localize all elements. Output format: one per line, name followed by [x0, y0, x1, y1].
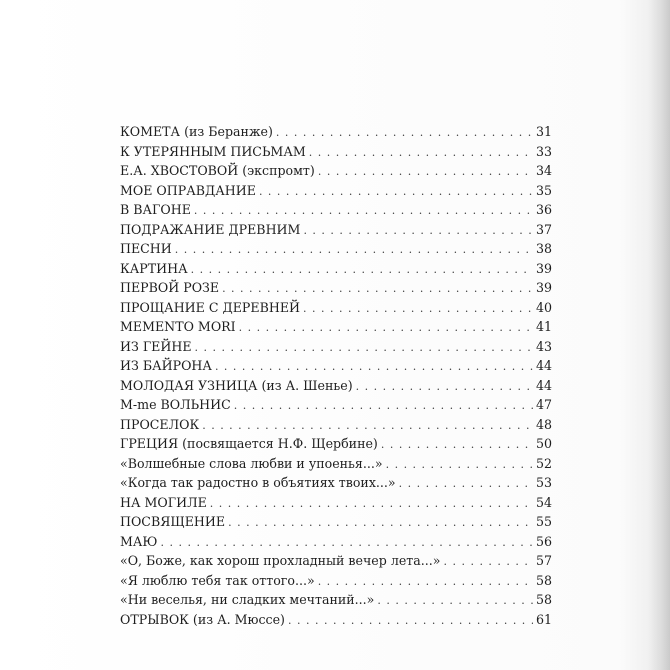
toc-entry-page-number: 39: [536, 260, 553, 276]
toc-entry: [120, 493, 552, 513]
toc-leader-dots: [202, 416, 533, 436]
toc-entry-title: В ВАГОНЕ: [120, 202, 191, 217]
toc-entry: [120, 220, 552, 240]
toc-leader-dots: [195, 338, 533, 358]
toc-entry: [120, 239, 552, 259]
table-of-contents: [120, 122, 552, 629]
toc-entry-title: ПЕРВОЙ РОЗЕ: [120, 280, 220, 295]
toc-entry-page-number: 35: [536, 182, 553, 198]
toc-entry-page-number: 33: [536, 143, 553, 159]
toc-leader-dots: [356, 377, 533, 397]
toc-entry-title: МОЕ ОПРАВДАНИЕ: [120, 182, 256, 198]
toc-entry-page-number: 55: [536, 514, 553, 529]
toc-leader-dots: [303, 299, 533, 319]
toc-entry: [120, 298, 552, 318]
toc-leader-dots: [234, 396, 533, 416]
toc-leader-dots: [381, 435, 533, 455]
toc-entry: [120, 395, 552, 415]
toc-leader-dots: [215, 357, 533, 377]
toc-entry-title: ПРОСЕЛОК: [120, 416, 200, 432]
toc-entry-page-number: 61: [536, 611, 553, 627]
toc-entry-page-number: 41: [536, 319, 553, 334]
toc-entry-title: ОТРЫВОК (из А. Мюссе): [120, 611, 285, 627]
toc-leader-dots: [309, 143, 533, 163]
toc-entry: [120, 532, 552, 552]
toc-leader-dots: [377, 591, 533, 611]
toc-entry-page-number: 53: [536, 475, 553, 490]
toc-entry: [120, 181, 552, 201]
toc-leader-dots: [276, 123, 533, 143]
toc-leader-dots: [318, 572, 533, 592]
toc-leader-dots: [259, 182, 533, 202]
toc-entry: [120, 200, 552, 220]
toc-entry: [120, 610, 552, 630]
toc-entry: [120, 473, 552, 493]
toc-entry-title: КОМЕТА (из Беранже): [120, 124, 273, 139]
toc-leader-dots: [303, 221, 533, 241]
toc-entry-title: ИЗ БАЙРОНА: [120, 358, 212, 373]
toc-entry-title: КАРТИНА: [120, 260, 188, 276]
toc-entry-page-number: 56: [536, 533, 553, 549]
toc-entry: [120, 122, 552, 142]
toc-entry-page-number: 31: [536, 124, 553, 139]
toc-leader-dots: [228, 513, 533, 533]
toc-entry-title: MEMENTO MORI: [120, 319, 236, 334]
toc-entry: [120, 161, 552, 181]
toc-leader-dots: [194, 201, 533, 221]
toc-leader-dots: [443, 552, 533, 572]
toc-entry-title: НА МОГИЛЕ: [120, 494, 207, 510]
toc-entry: [120, 571, 552, 591]
toc-entry: [120, 376, 552, 396]
toc-entry-page-number: 47: [536, 397, 553, 412]
toc-entry: [120, 337, 552, 357]
toc-entry-page-number: 57: [536, 553, 553, 568]
toc-entry-title: M-me ВОЛЬНИС: [120, 397, 231, 412]
toc-entry: [120, 356, 552, 376]
toc-entry-page-number: 44: [536, 358, 553, 373]
toc-leader-dots: [318, 162, 533, 182]
toc-entry-page-number: 37: [536, 221, 553, 237]
toc-entry: [120, 259, 552, 279]
toc-entry-title: МОЛОДАЯ УЗНИЦА (из А. Шенье): [120, 377, 353, 393]
toc-entry: [120, 434, 552, 454]
toc-entry-title: «Когда так радостно в объятиях твоих...»: [120, 475, 396, 490]
toc-leader-dots: [399, 474, 533, 494]
toc-entry: [120, 590, 552, 610]
toc-entry-page-number: 40: [536, 299, 553, 315]
toc-entry: [120, 512, 552, 532]
toc-entry-page-number: 43: [536, 338, 553, 354]
toc-entry: [120, 551, 552, 571]
toc-entry-title: «Ни веселья, ни сладких мечтаний...»: [120, 592, 375, 607]
toc-entry-page-number: 39: [536, 280, 553, 295]
toc-leader-dots: [191, 260, 533, 280]
toc-entry-page-number: 48: [536, 416, 553, 432]
toc-entry-page-number: 38: [536, 241, 553, 256]
toc-leader-dots: [222, 279, 533, 299]
toc-entry-title: ПОСВЯЩЕНИЕ: [120, 514, 226, 529]
toc-leader-dots: [210, 494, 533, 514]
toc-leader-dots: [160, 533, 533, 553]
toc-entry-title: ГРЕЦИЯ (посвящается Н.Ф. Щербине): [120, 436, 378, 451]
toc-entry-page-number: 52: [536, 455, 553, 471]
toc-entry-title: ИЗ ГЕЙНЕ: [120, 338, 192, 354]
toc-leader-dots: [386, 455, 533, 475]
toc-entry-title: «Я люблю тебя так оттого...»: [120, 572, 315, 588]
toc-entry-page-number: 44: [536, 377, 553, 393]
toc-entry-title: «О, Боже, как хорош прохладный вечер лета...»: [120, 553, 441, 568]
toc-entry-page-number: 36: [536, 202, 553, 217]
toc-leader-dots: [175, 240, 533, 260]
toc-entry: [120, 278, 552, 298]
toc-entry-page-number: 34: [536, 163, 553, 178]
toc-entry-page-number: 54: [536, 494, 553, 510]
toc-leader-dots: [239, 318, 533, 338]
toc-entry-title: ПРОЩАНИЕ С ДЕРЕВНЕЙ: [120, 299, 301, 315]
toc-entry-title: «Волшебные слова любви и упоенья...»: [120, 455, 383, 471]
toc-entry-title: К УТЕРЯННЫМ ПИСЬМАМ: [120, 143, 306, 159]
toc-entry-title: Е.А. ХВОСТОВОЙ (экспромт): [120, 163, 315, 178]
toc-entry: [120, 317, 552, 337]
toc-entry-title: ПЕСНИ: [120, 241, 172, 256]
page-edge-shadow: [648, 0, 670, 670]
toc-entry: [120, 454, 552, 474]
toc-entry: [120, 142, 552, 162]
toc-entry-page-number: 58: [536, 572, 553, 588]
toc-entry: [120, 415, 552, 435]
toc-entry-title: МАЮ: [120, 533, 158, 549]
toc-entry-title: ПОДРАЖАНИЕ ДРЕВНИМ: [120, 221, 301, 237]
toc-entry-page-number: 50: [536, 436, 553, 451]
toc-entry-page-number: 58: [536, 592, 553, 607]
toc-leader-dots: [288, 611, 533, 631]
